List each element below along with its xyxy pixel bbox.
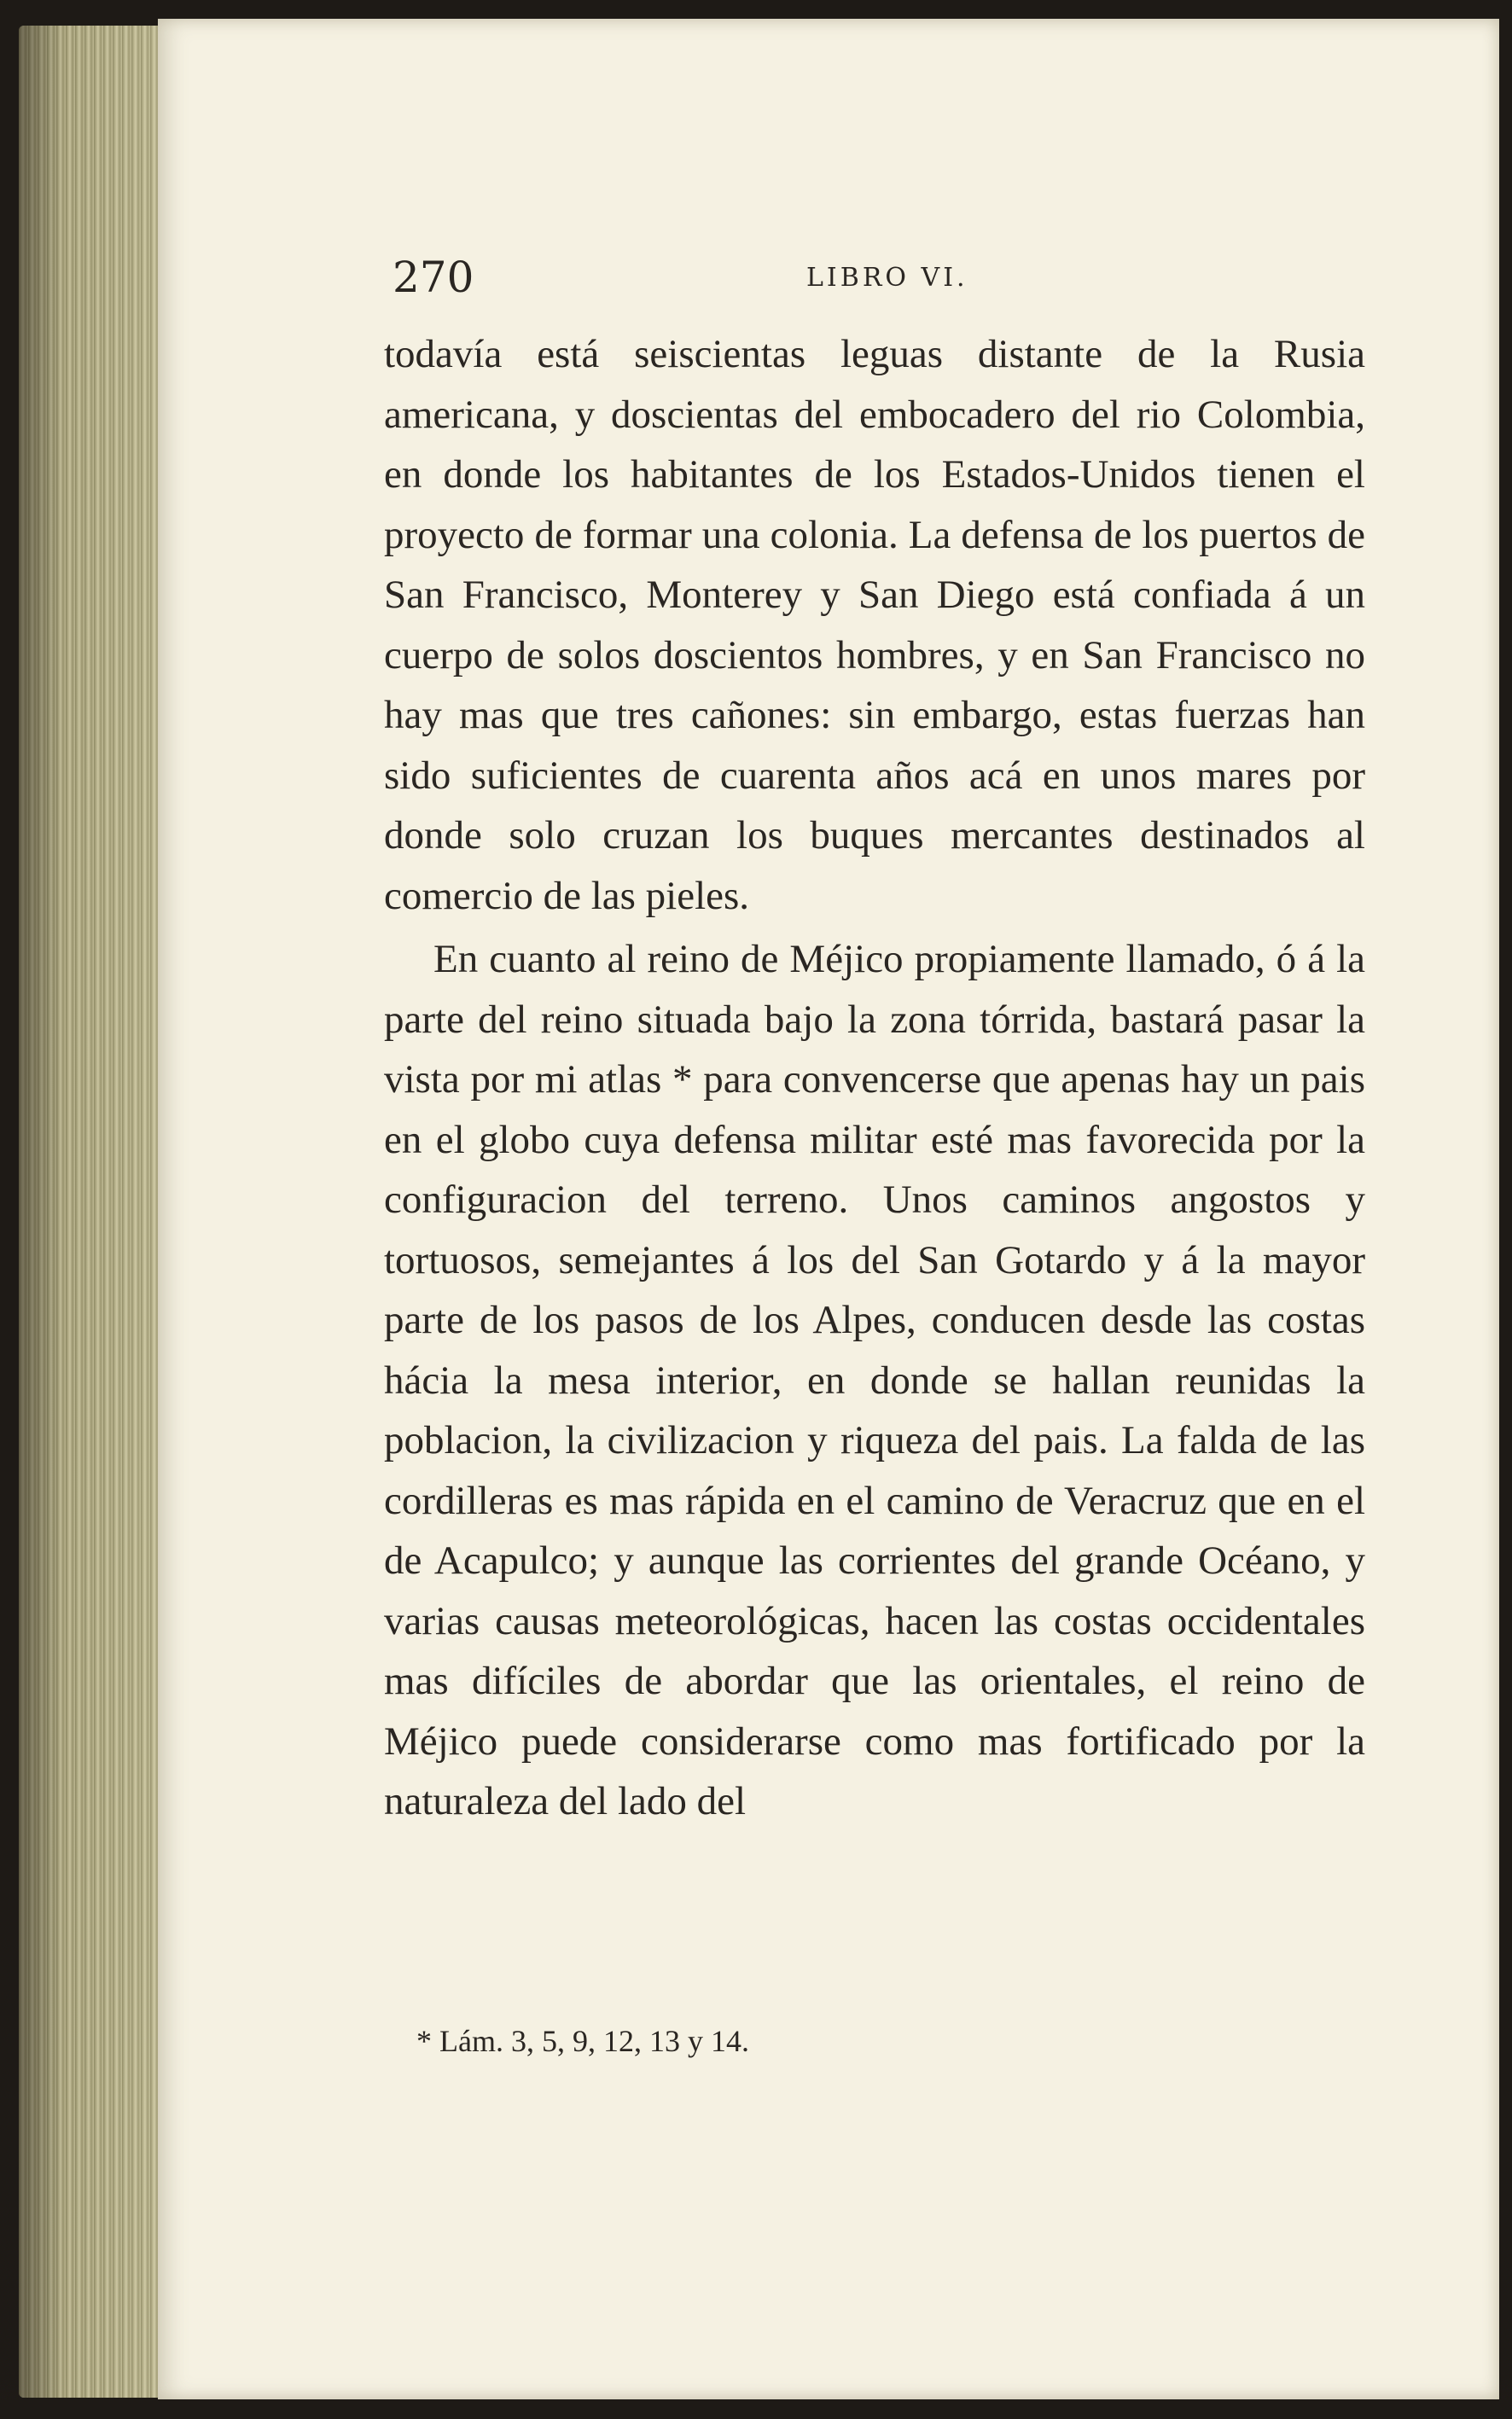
body-text [384,324,1365,1832]
page-number: 270 [393,253,474,302]
paragraph-1: todavía está seiscientas leguas distante de la Rusia americana, y doscientas del embocadero del rio Colombia, en donde los habitantes de los Estados-Unidos tienen el proyecto de formar una colonia. La defensa de los puertos de San Francisco, Monterey y San Diego está confiada á un cuerpo de solos doscientos hombres, y en San Francisco no hay mas que tres cañones: sin embargo, estas fuerzas han sido suficientes de cuarenta años acá en unos mares por donde solo cruzan los buques mercantes destinados al comercio de las pieles. [384,332,1365,918]
paragraph-2: En cuanto al reino de Méjico propiamente llamado, ó á la parte del reino situada bajo la zona tórrida, bastará pasar la vista por mi atlas * para convencerse que apenas hay un pais en el globo cuya defensa militar esté mas favorecida por la configuracion del terreno. Unos caminos angostos y tortuosos, semejantes á los del San Gotardo y á la mayor parte de los pasos de los Alpes, conducen desde las costas hácia la mesa interior, en donde se hallan reunidas la poblacion, la civilizacion y riqueza del pais. La falda de las cordilleras es mas rápida en el camino de Veracruz que en el de Acapulco; y aunque las corrientes del grande Océano, y varias causas meteorológicas, hacen las costas occidentales mas difíciles de abordar que las orientales, el reino de Méjico puede considerarse como mas fortificado por la naturaleza del lado del [384,937,1365,1823]
page-header [393,247,1374,307]
page-edges [19,26,168,2398]
footnote: * Lám. 3, 5, 9, 12, 13 y 14. [416,2024,749,2058]
running-head: LIBRO VI. [806,263,968,293]
